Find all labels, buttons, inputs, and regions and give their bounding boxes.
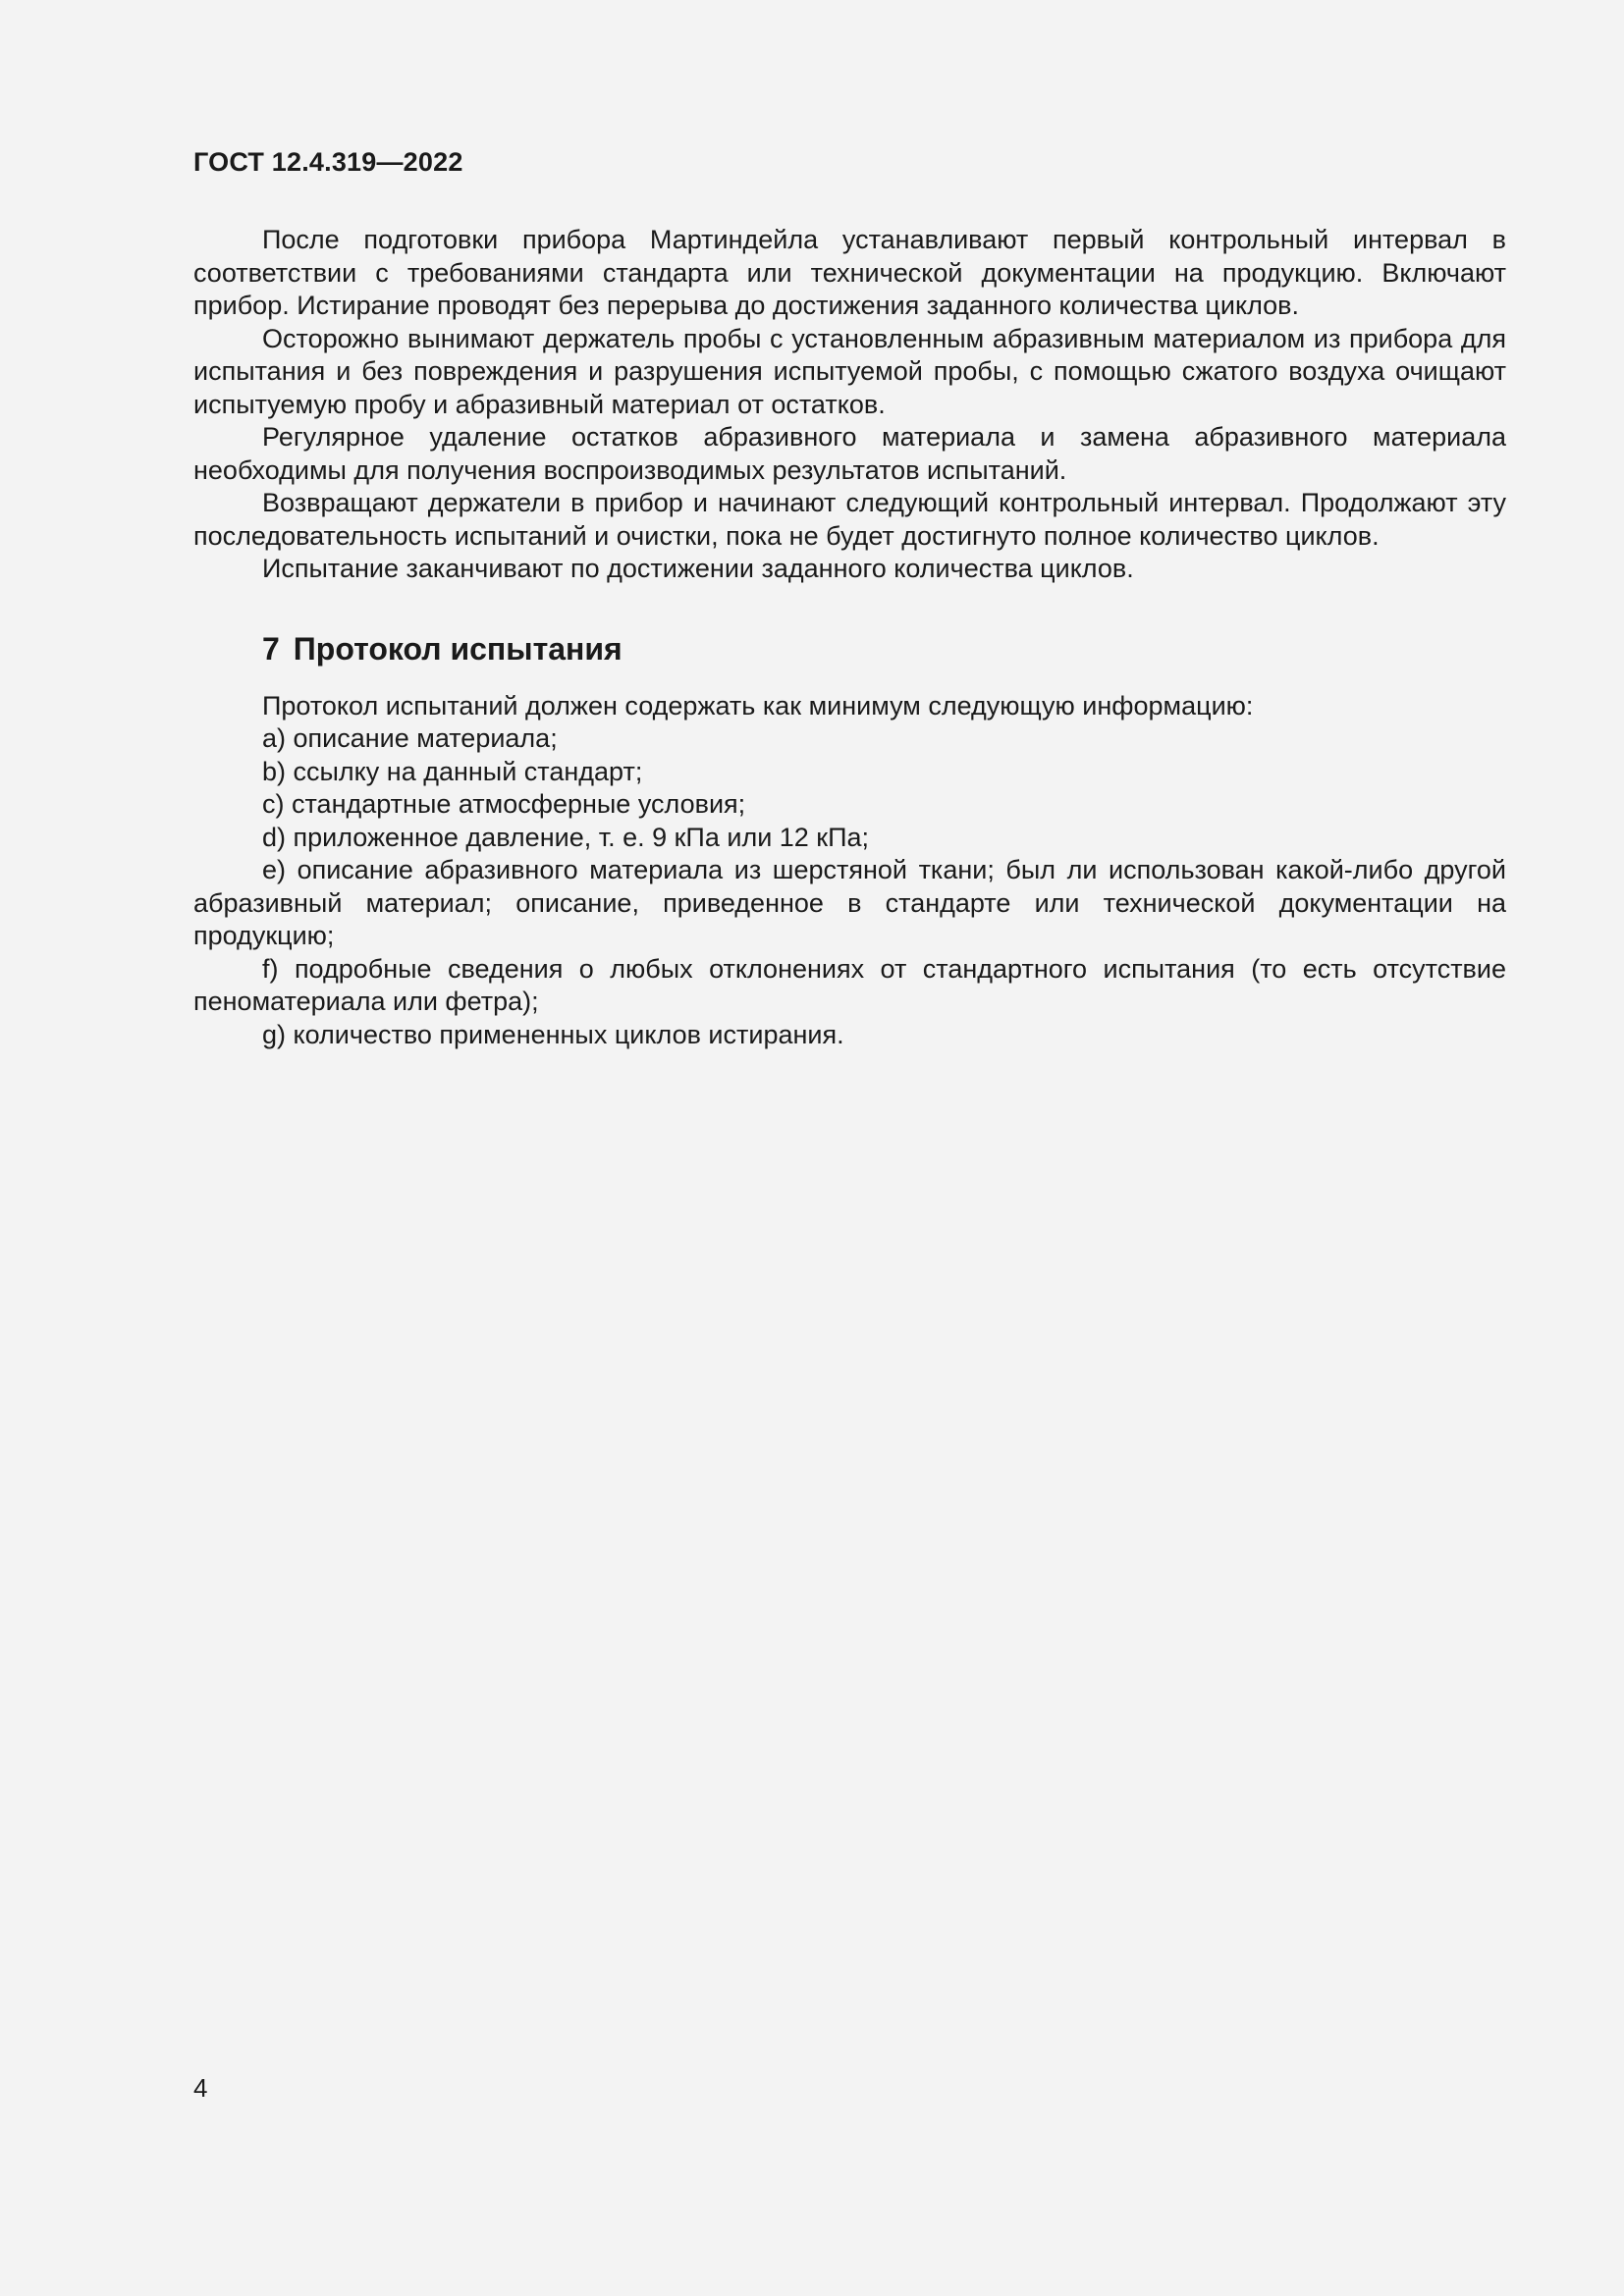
document-id-header: ГОСТ 12.4.319—2022: [193, 147, 463, 177]
section-title: Протокол испытания: [293, 630, 623, 667]
list-item: a) описание материала;: [262, 723, 558, 753]
paragraph: Возвращают держатели в прибор и начинают следующий контрольный интервал. Продолжают эту последовательность испытаний и очистки, пока не будет достигнуто полное количество циклов.: [193, 488, 1506, 551]
list-item: f) подробные сведения о любых отклонениях от стандартного испытания (то есть отсутствие пеноматериала или фетра);: [193, 953, 1506, 1016]
paragraph: Регулярное удаление остатков абразивного материала и замена абразивного материала необходимы для получения воспроизводимых результатов испытаний.: [193, 422, 1506, 485]
body-text: [193, 224, 1506, 1051]
paragraph: Осторожно вынимают держатель пробы с установленным абразивным материалом из прибора для испытания и без повреждения и разрушения испытуемой пробы, с помощью сжатого воздуха очищают испытуемую пробу и абразивный материал от остатков.: [193, 323, 1506, 419]
page-number: 4: [193, 2073, 208, 2103]
section-number: 7: [262, 630, 280, 667]
paragraph: После подготовки прибора Мартиндейла устанавливают первый контрольный интервал в соответствии с требованиями стандарта или технической документации на продукцию. Включают прибор. Истирание проводят без перерыва до достижения заданного количества циклов.: [193, 225, 1506, 320]
list-item: g) количество примененных циклов истирания.: [262, 1019, 844, 1049]
list-item: b) ссылку на данный стандарт;: [262, 756, 643, 786]
list-item: c) стандартные атмосферные условия;: [262, 789, 746, 819]
list-item: e) описание абразивного материала из шерстяной ткани; был ли использован какой-либо другой абразивный материал; описание, приведенное в стандарте или технической документации на продукцию;: [193, 855, 1506, 950]
section-heading: [193, 629, 1506, 668]
paragraph: Испытание заканчивают по достижении заданного количества циклов.: [262, 554, 1134, 583]
section-intro: Протокол испытаний должен содержать как минимум следующую информацию:: [262, 690, 1254, 721]
list-item: d) приложенное давление, т. е. 9 кПа или 12 кПа;: [262, 822, 870, 852]
